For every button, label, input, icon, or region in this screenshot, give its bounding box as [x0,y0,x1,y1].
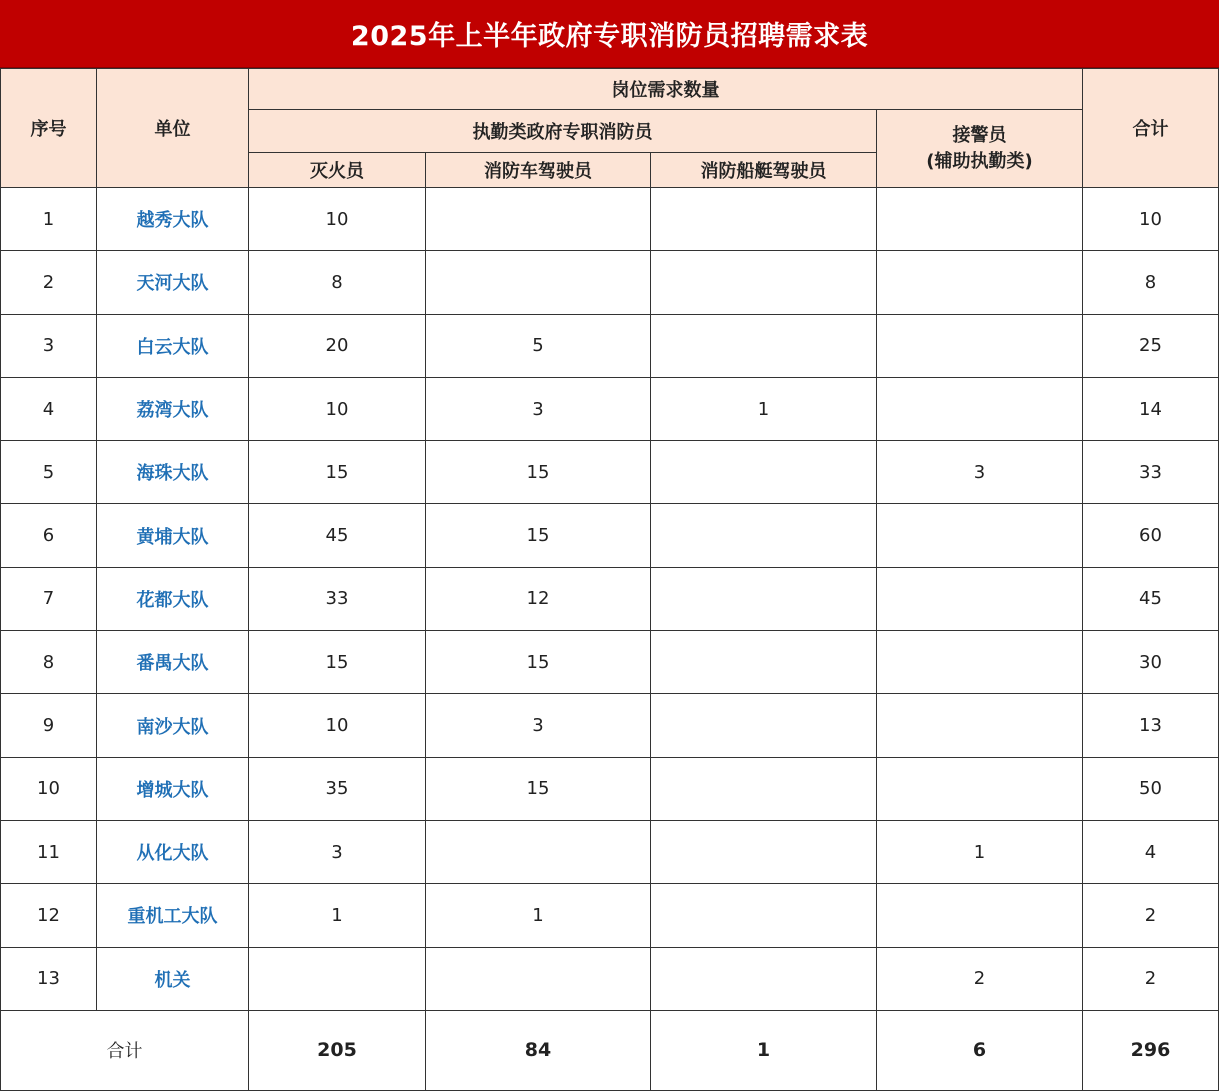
header-index: 序号 [1,69,97,188]
cell-unit: 越秀大队 [97,188,249,251]
cell-truck-driver: 3 [426,377,651,440]
cell-dispatcher [877,188,1083,251]
table-row [1,820,1219,883]
cell-boat-driver [651,947,877,1010]
cell-truck-driver [426,820,651,883]
cell-truck-driver: 15 [426,504,651,567]
table-row [1,694,1219,757]
cell-firefighter [249,947,426,1010]
cell-total: 10 [1083,188,1219,251]
cell-boat-driver [651,757,877,820]
cell-unit: 天河大队 [97,251,249,314]
cell-boat-driver [651,251,877,314]
header-positions: 岗位需求数量 [249,69,1083,110]
cell-boat-driver [651,314,877,377]
table-row [1,441,1219,504]
cell-dispatcher [877,377,1083,440]
cell-firefighter: 10 [249,377,426,440]
cell-truck-driver: 15 [426,631,651,694]
cell-unit: 海珠大队 [97,441,249,504]
summary-firefighter: 205 [249,1010,426,1090]
summary-boat-driver: 1 [651,1010,877,1090]
cell-dispatcher [877,567,1083,630]
header-unit: 单位 [97,69,249,188]
cell-dispatcher [877,757,1083,820]
header-dispatcher-line2: (辅助执勤类) [926,150,1033,172]
table-row [1,631,1219,694]
cell-index: 12 [1,884,97,947]
cell-firefighter: 3 [249,820,426,883]
header-enforcement-group: 执勤类政府专职消防员 [249,110,877,153]
cell-truck-driver [426,251,651,314]
cell-total: 25 [1083,314,1219,377]
cell-unit: 花都大队 [97,567,249,630]
cell-boat-driver [651,820,877,883]
cell-firefighter: 20 [249,314,426,377]
table-row [1,947,1219,1010]
summary-row [1,1010,1219,1090]
summary-truck-driver: 84 [426,1010,651,1090]
cell-firefighter: 1 [249,884,426,947]
cell-truck-driver: 3 [426,694,651,757]
header-total: 合计 [1083,69,1219,188]
cell-index: 3 [1,314,97,377]
cell-index: 4 [1,377,97,440]
cell-boat-driver [651,631,877,694]
cell-unit: 荔湾大队 [97,377,249,440]
cell-total: 4 [1083,820,1219,883]
cell-firefighter: 8 [249,251,426,314]
summary-dispatcher: 6 [877,1010,1083,1090]
table-row [1,188,1219,251]
header-boat-driver: 消防船艇驾驶员 [651,153,877,188]
cell-boat-driver [651,567,877,630]
header-dispatcher-line1: 接警员 [952,124,1007,146]
cell-total: 50 [1083,757,1219,820]
table-row [1,757,1219,820]
summary-label: 合计 [1,1010,249,1090]
cell-unit: 机关 [97,947,249,1010]
cell-boat-driver: 1 [651,377,877,440]
cell-total: 14 [1083,377,1219,440]
cell-dispatcher [877,251,1083,314]
cell-firefighter: 35 [249,757,426,820]
cell-firefighter: 33 [249,567,426,630]
cell-dispatcher [877,631,1083,694]
cell-index: 8 [1,631,97,694]
cell-unit: 重机工大队 [97,884,249,947]
header-truck-driver: 消防车驾驶员 [426,153,651,188]
table-row [1,377,1219,440]
header-firefighter: 灭火员 [249,153,426,188]
table-row [1,314,1219,377]
cell-firefighter: 15 [249,631,426,694]
cell-unit: 黄埔大队 [97,504,249,567]
cell-index: 13 [1,947,97,1010]
cell-boat-driver [651,188,877,251]
cell-dispatcher: 3 [877,441,1083,504]
cell-truck-driver: 1 [426,884,651,947]
page-title: 2025年上半年政府专职消防员招聘需求表 [0,0,1219,68]
table-row [1,504,1219,567]
cell-index: 10 [1,757,97,820]
cell-unit: 番禺大队 [97,631,249,694]
cell-boat-driver [651,441,877,504]
cell-dispatcher [877,884,1083,947]
cell-dispatcher: 2 [877,947,1083,1010]
cell-index: 6 [1,504,97,567]
table-row [1,567,1219,630]
cell-index: 1 [1,188,97,251]
cell-index: 7 [1,567,97,630]
summary-total: 296 [1083,1010,1219,1090]
header-row-1 [1,69,1219,110]
cell-dispatcher [877,504,1083,567]
cell-dispatcher [877,314,1083,377]
table-row [1,884,1219,947]
cell-boat-driver [651,504,877,567]
cell-truck-driver [426,188,651,251]
table-row [1,251,1219,314]
cell-total: 8 [1083,251,1219,314]
cell-truck-driver: 15 [426,441,651,504]
cell-firefighter: 10 [249,188,426,251]
cell-unit: 南沙大队 [97,694,249,757]
cell-truck-driver: 12 [426,567,651,630]
cell-index: 5 [1,441,97,504]
cell-firefighter: 45 [249,504,426,567]
header-dispatcher [877,110,1083,188]
cell-truck-driver: 15 [426,757,651,820]
cell-truck-driver: 5 [426,314,651,377]
cell-total: 30 [1083,631,1219,694]
cell-total: 13 [1083,694,1219,757]
cell-unit: 从化大队 [97,820,249,883]
cell-total: 33 [1083,441,1219,504]
cell-boat-driver [651,694,877,757]
cell-firefighter: 10 [249,694,426,757]
cell-dispatcher: 1 [877,820,1083,883]
cell-index: 2 [1,251,97,314]
cell-dispatcher [877,694,1083,757]
cell-total: 2 [1083,884,1219,947]
cell-index: 11 [1,820,97,883]
cell-truck-driver [426,947,651,1010]
cell-total: 2 [1083,947,1219,1010]
cell-unit: 白云大队 [97,314,249,377]
cell-total: 45 [1083,567,1219,630]
cell-unit: 增城大队 [97,757,249,820]
recruitment-table [0,68,1219,1091]
cell-boat-driver [651,884,877,947]
cell-firefighter: 15 [249,441,426,504]
cell-index: 9 [1,694,97,757]
cell-total: 60 [1083,504,1219,567]
